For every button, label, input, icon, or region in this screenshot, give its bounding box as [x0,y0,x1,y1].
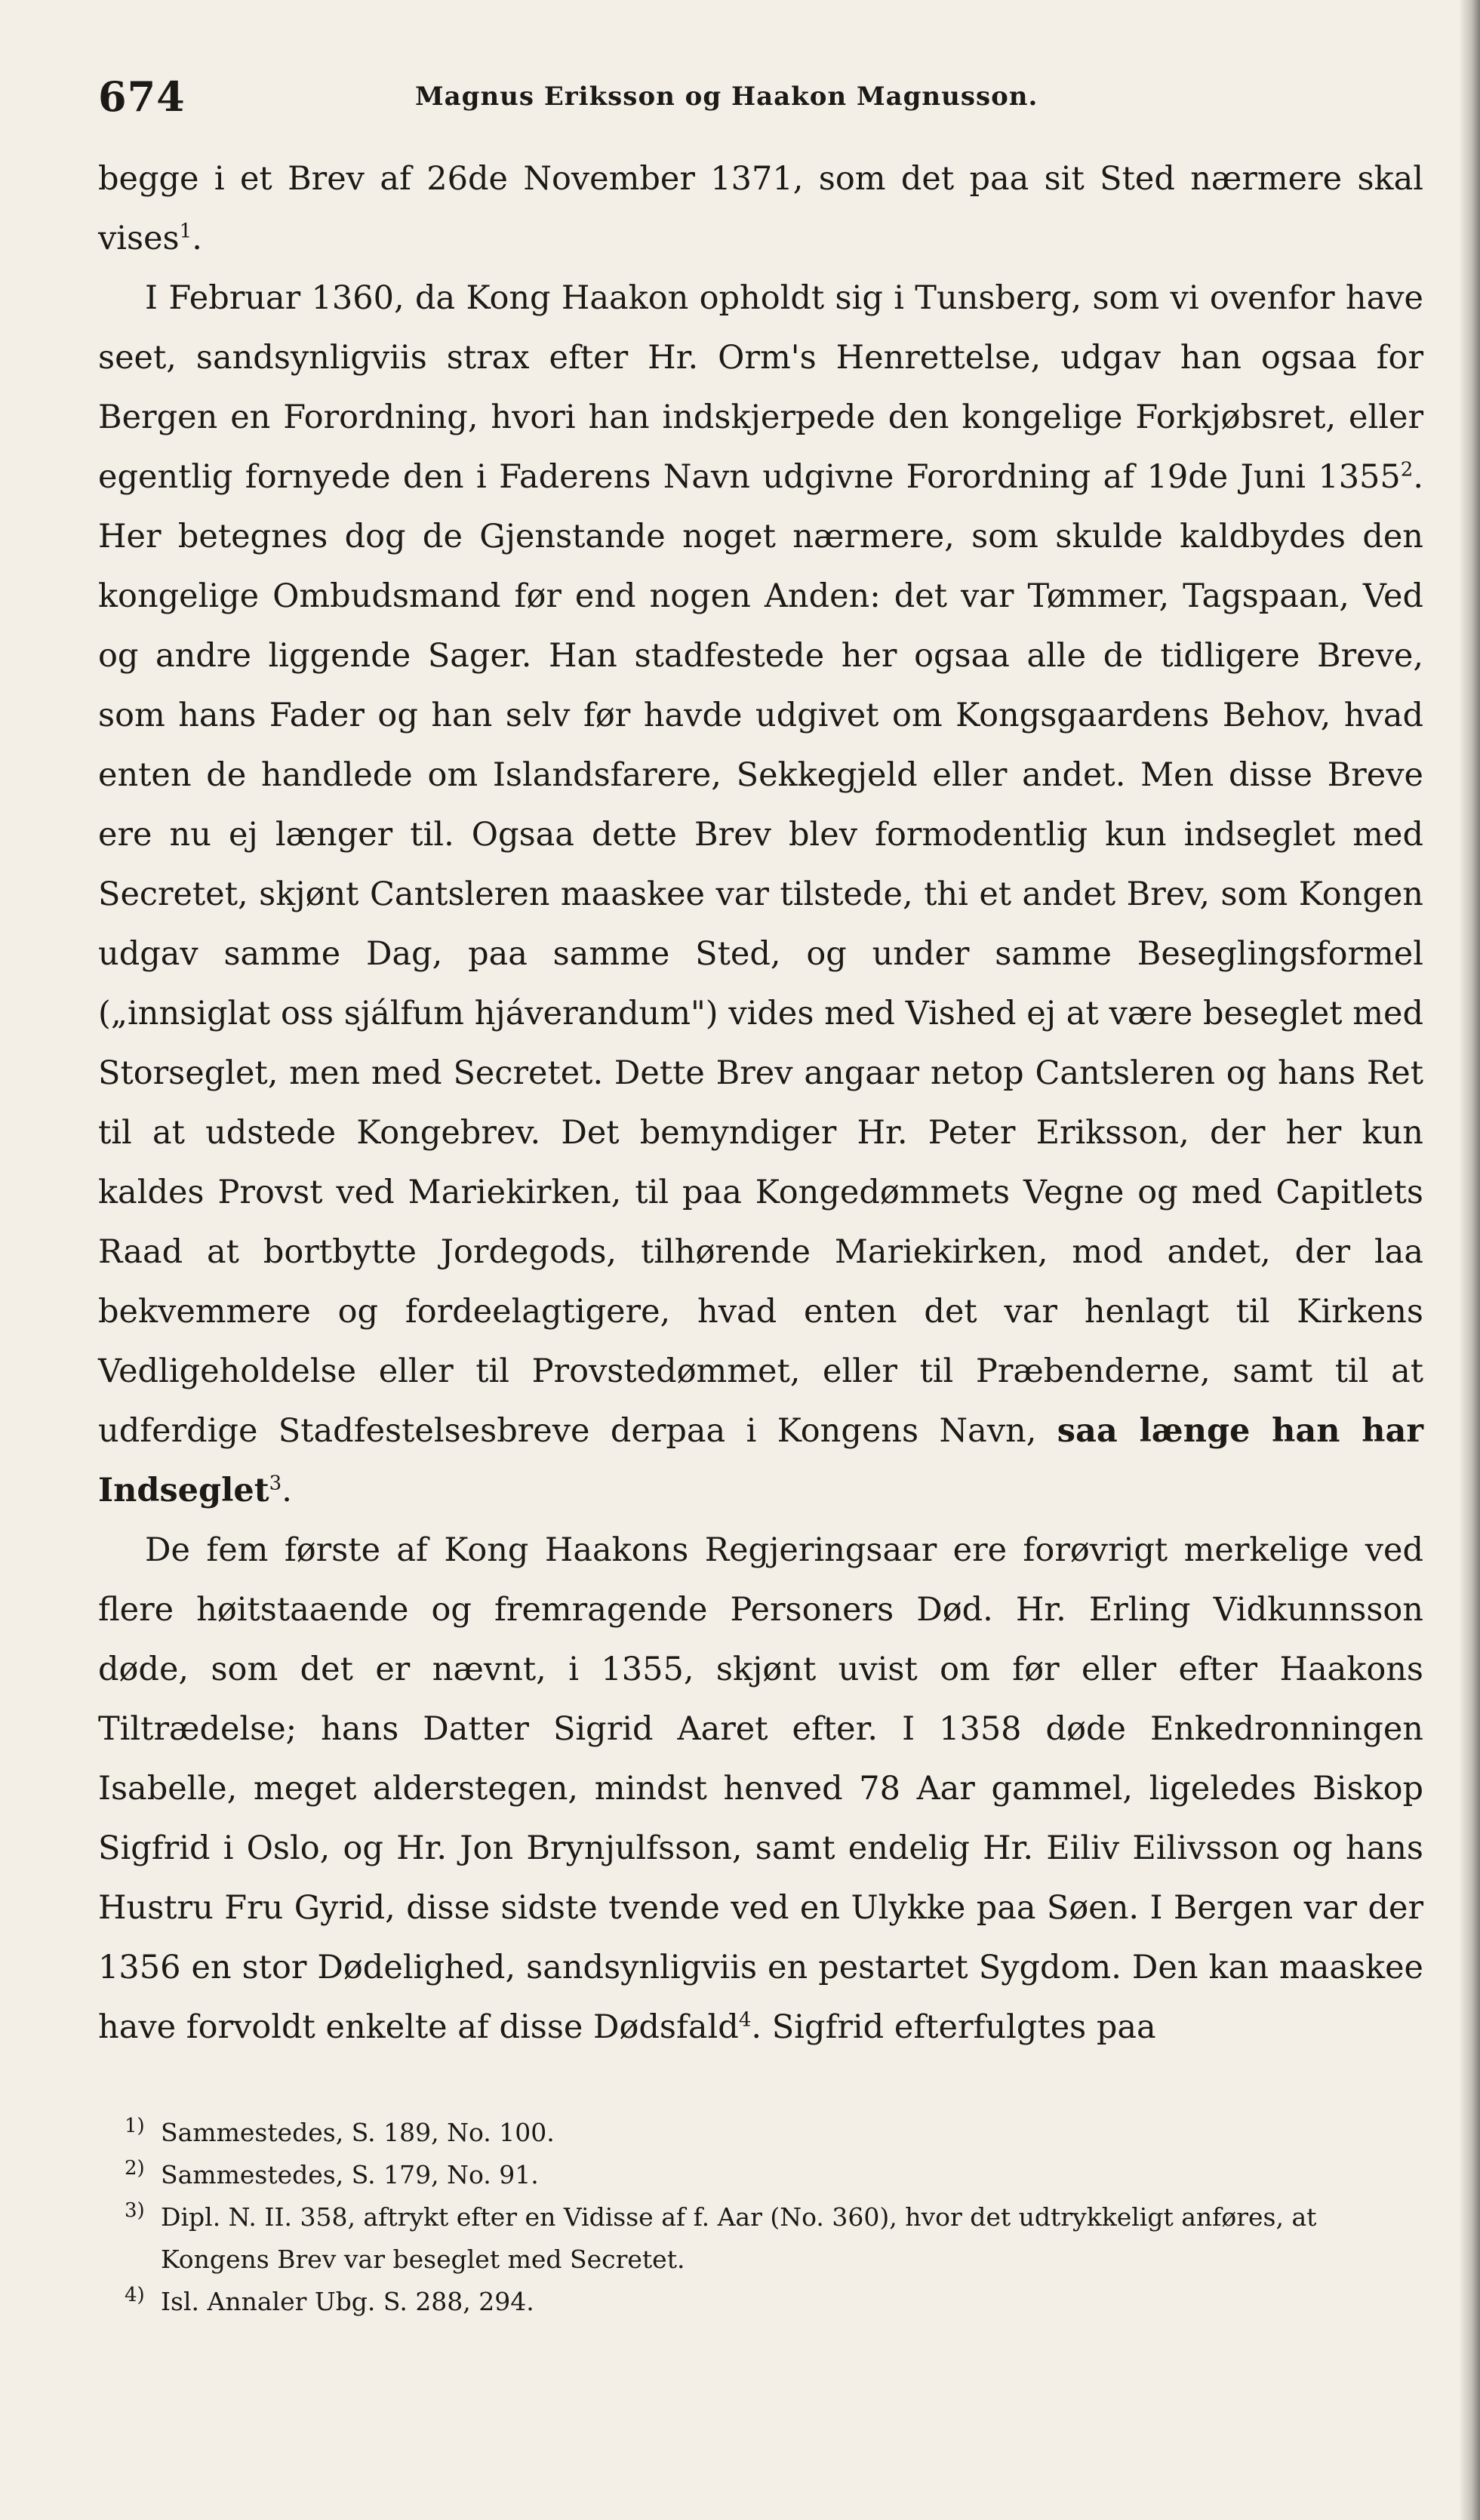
footnote-1-text: Sammestedes, S. 189, No. 100. [161,2118,555,2147]
footnote-ref-4: 4 [738,2008,752,2032]
footnote-3-text: Dipl. N. II. 358, aftrykt efter en Vidisse af f. Aar (No. 360), hvor det udtrykkeligt anføres, at Kongens Brev var beseglet med Secretet. [161,2202,1317,2274]
paragraph-2-continuation: . Her betegnes dog de Gjenstande noget nærmere, som skulde kaldbydes den kongelige Ombudsmand før end nogen Anden: det var Tømmer, Tagspaan, Ved og andre liggende Sager. Han stadfestede her ogsaa alle de tidligere Breve, som hans Fader og han selv før havde udgivet om Kongsgaardens Behov, hvad enten de handlede om Islandsfarere, Sekkegjeld eller andet. Men disse Breve ere nu ej længer til. Ogsaa dette Brev blev formodentlig kun indseglet med Secretet, skjønt Cantsleren maaskee var tilstede, thi et andet Brev, som Kongen udgav samme Dag, paa samme Sted, og under samme Beseglingsformel („innsiglat oss sjálfum hjáverandum") vides med Vished ej at være beseglet med Storseglet, men med Secretet. Dette Brev angaar netop Cantsleren og hans Ret til at udstede Kongebrev. Det bemyndiger Hr. Peter Eriksson, der her kun kaldes Provst ved Mariekirken, til paa Kongedømmets Vegne og med Capitlets Raad at bortbytte Jordegods, tilhørende Mariekirken, mod andet, der laa bekvemmere og fordeelagtigere, hvad enten det var henlagt til Kirkens Vedligeholdelse eller til Provstedømmet, eller til Præbenderne, samt til at udferdige Stadfestelsesbreve derpaa i Kongens Navn, [98,458,1423,1450]
paragraph-3-end: . Sigfrid efterfulgtes paa [751,2008,1156,2046]
page-number: 674 [98,72,186,121]
paragraph-3-text: De fem første af Kong Haakons Regjeringsaar ere forøvrigt merkelige ved flere høitstaaende og fremragende Personers Død. Hr. Erling Vidkunnsson døde, som det er nævnt, i 1355, skjønt uvist om før eller efter Haakons Tiltrædelse; hans Datter Sigrid Aaret efter. I 1358 døde Enkedronningen Isabelle, meget alderstegen, mindst henved 78 Aar gammel, ligeledes Biskop Sigfrid i Oslo, og Hr. Jon Brynjulfsson, samt endelig Hr. Eiliv Eilivsson og hans Hustru Fru Gyrid, disse sidste tvende ved en Ulykke paa Søen. I Bergen var der 1356 en stor Dødelighed, sandsynligviis en pestartet Sygdom. Den kan maaskee have forvoldt enkelte af disse Dødsfald [98,1531,1423,2046]
paragraph-2 [98,269,1423,1521]
footnote-1: 1) Sammestedes, S. 189, No. 100. [125,2115,555,2147]
paragraph-1 [98,149,1423,269]
page-edge-shadow [1459,0,1480,2520]
footnotes [125,2112,1423,2323]
footnote-4-text: Isl. Annaler Ubg. S. 288, 294. [161,2287,534,2316]
footnote-2-text: Sammestedes, S. 179, No. 91. [161,2160,539,2189]
footnote-ref-1: 1 [179,220,192,243]
page-header [98,72,1426,133]
footnote-ref-3: 3 [269,1472,282,1495]
paragraph-3 [98,1521,1423,2057]
body-text [98,149,1423,2057]
paragraph-1-end: . [192,220,202,257]
footnote-4: 4) Isl. Annaler Ubg. S. 288, 294. [125,2284,534,2316]
paragraph-2-text: I Februar 1360, da Kong Haakon opholdt sig i Tunsberg, som vi ovenfor have seet, sandsynligviis strax efter Hr. Orm's Henrettelse, udgav han ogsaa for Bergen en Forordning, hvori han indskjerpede den kongelige Forkjøbsret, eller egentlig fornyede den i Faderens Navn udgivne Forordning af 19de Juni 1355 [98,279,1423,496]
footnote-2: 2) Sammestedes, S. 179, No. 91. [125,2157,539,2189]
running-title: Magnus Eriksson og Haakon Magnusson. [415,82,1038,112]
footnote-ref-2: 2 [1400,458,1414,482]
footnote-3: 3) Dipl. N. II. 358, aftrykt efter en Vidisse af f. Aar (No. 360), hvor det udtrykkeligt anføres, at Kongens Brev var beseglet med Secretet. [125,2199,1317,2274]
paragraph-2-end: . [282,1472,292,1509]
paragraph-2-emphasis: saa længe han har Indseglet [98,1412,1423,1509]
paragraph-1-text: begge i et Brev af 26de November 1371, som det paa sit Sted nærmere skal vises [98,160,1423,257]
